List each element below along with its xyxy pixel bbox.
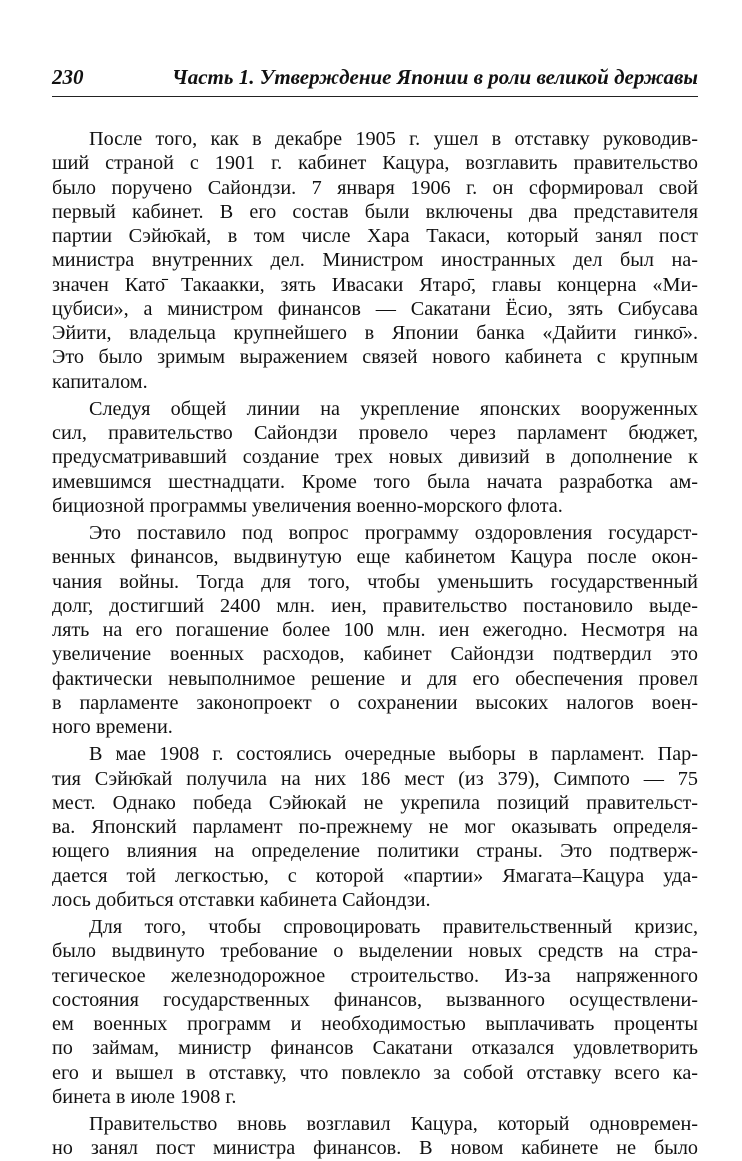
text-line: значен Като̄ Такаакки, зять Ивасаки Ятаро̄, главы концерна «Ми- xyxy=(52,273,698,296)
text-line: Эйити, владельца крупнейшего в Японии банка «Дайити гинко̄». xyxy=(52,322,698,344)
text-line: В мае 1908 г. состоялись очередные выборы в парламент. Пар- xyxy=(89,743,698,766)
text-line: дается той легкостью, с которой «партии» Ямагата–Кацура уда- xyxy=(52,864,698,887)
text-line: предусматривавший создание трех новых дивизий в дополнение к xyxy=(52,446,698,469)
running-title: Часть 1. Утверждение Японии в роли великой державы xyxy=(172,65,698,89)
text-line: ющего влияния на определение политики страны. Это подтверж- xyxy=(52,840,698,863)
text-line: было выдвинуто требование о выделении новых средств на стра- xyxy=(52,940,698,963)
text-line: лось добиться отставки кабинета Сайондзи. xyxy=(52,888,431,911)
text-line: После того, как в декабре 1905 г. ушел в отставку руководив- xyxy=(89,128,698,150)
text-line: имевшимся шестнадцати. Кроме того была начата разработка ам- xyxy=(52,470,698,493)
text-line: Правительство вновь возглавил Кацура, который одновремен- xyxy=(89,1113,698,1135)
text-line: ем военных программ и необходимостью выплачивать проценты xyxy=(52,1013,698,1035)
text-line: долг, достигший 2400 млн. иен, правительство постановило выде- xyxy=(52,594,698,617)
text-line: венных финансов, выдвинутую еще кабинетом Кацура после окон- xyxy=(52,546,698,569)
text-line: капиталом. xyxy=(52,370,148,393)
text-line: лять на его погашение более 100 млн. иен ежегодно. Несмотря на xyxy=(52,619,698,641)
text-line: цубиси», а министром финансов — Сакатани Ёсио, зять Сибусава xyxy=(52,297,698,320)
paragraph-1 xyxy=(52,127,698,394)
running-header xyxy=(52,62,698,97)
text-line: мест. Однако победа Сэйюкай не укрепила позиций правительст- xyxy=(52,791,698,814)
page-number: 230 xyxy=(52,65,84,89)
text-line: состояния государственных финансов, вызванного осуществлени- xyxy=(52,988,698,1011)
text-line: бинета в июле 1908 г. xyxy=(52,1085,237,1108)
text-line: Это было зримым выражением связей нового кабинета с крупным xyxy=(52,346,698,369)
text-line: тегическое железнодорожное строительство. Из-за напряженного xyxy=(52,964,698,987)
text-line: фактически невыполнимое решение и для его обеспечения провел xyxy=(52,667,698,690)
text-line: по займам, министр финансов Сакатани отказался удовлетворить xyxy=(52,1037,698,1060)
text-line: первый кабинет. В его состав были включены два представителя xyxy=(52,200,698,223)
text-line: было поручено Сайондзи. 7 января 1906 г. он сформировал свой xyxy=(52,176,698,199)
text-line: министра внутренних дел. Министром иностранных дел был на- xyxy=(52,249,698,272)
text-line: ший страной с 1901 г. кабинет Кацура, возглавить правительство xyxy=(52,152,698,175)
text-line: в парламенте законопроект о сохранении высоких налогов воен- xyxy=(52,691,698,714)
text-line: бициозной программы увеличения военно-морского флота. xyxy=(52,494,563,517)
text-line: чания войны. Тогда для того, чтобы уменьшить государственный xyxy=(52,570,698,593)
text-line: Следуя общей линии на укрепление японских вооруженных xyxy=(89,397,698,420)
paragraph-3 xyxy=(52,521,698,739)
paragraph-2 xyxy=(52,397,698,518)
text-line: но занял пост министра финансов. В новом кабинете не было xyxy=(52,1137,698,1160)
paragraph-6 xyxy=(52,1112,698,1161)
text-line: Это поставило под вопрос программу оздоровления государст- xyxy=(89,522,698,544)
text-line: ного времени. xyxy=(52,716,173,738)
paragraph-4 xyxy=(52,742,698,912)
text-line: увеличение военных расходов, кабинет Сайондзи подтвердил это xyxy=(52,643,698,666)
text-line: Для того, чтобы спровоцировать правительственный кризис, xyxy=(89,916,698,938)
paragraph-5 xyxy=(52,915,698,1109)
body-text xyxy=(52,127,698,1161)
text-line: партии Сэйю̄кай, в том числе Хара Такаси, который занял пост xyxy=(52,225,698,247)
text-line: ва. Японский парламент по-прежнему не мог оказывать определя- xyxy=(52,816,698,838)
text-line: сил, правительство Сайондзи провело через парламент бюджет, xyxy=(52,422,698,444)
text-line: тия Сэйю̄кай получила на них 186 мест (из 379), Симпото — 75 xyxy=(52,767,698,790)
text-line: его и вышел в отставку, что повлекло за собой отставку всего ка- xyxy=(52,1061,698,1084)
